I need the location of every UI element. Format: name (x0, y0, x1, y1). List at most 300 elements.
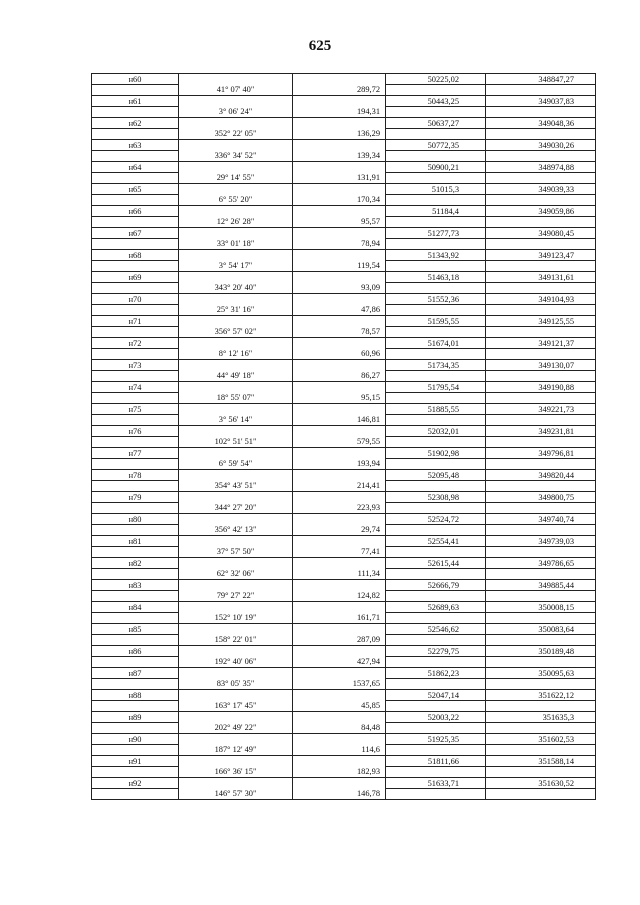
segment-row (92, 723, 596, 734)
segment-length: 45,85 (293, 701, 386, 712)
point-row (92, 426, 596, 437)
y-coordinate: 350095,63 (486, 668, 596, 679)
point-row (92, 580, 596, 591)
y-coordinate: 349130,07 (486, 360, 596, 371)
segment-length: 223,93 (293, 503, 386, 514)
x-coordinate: 51795,54 (386, 382, 486, 393)
direction-angle: 192° 40' 06" (179, 657, 293, 668)
empty-cell (386, 151, 486, 162)
segment-length: 124,82 (293, 591, 386, 602)
empty-cell (179, 162, 293, 173)
point-row (92, 250, 596, 261)
y-coordinate: 349125,55 (486, 316, 596, 327)
point-row (92, 712, 596, 723)
y-coordinate: 350008,15 (486, 602, 596, 613)
empty-cell (179, 118, 293, 129)
empty-cell (92, 591, 179, 602)
direction-angle: 79° 27' 22" (179, 591, 293, 602)
segment-row (92, 437, 596, 448)
segment-row (92, 283, 596, 294)
empty-cell (386, 173, 486, 184)
empty-cell (486, 723, 596, 734)
y-coordinate: 348974,88 (486, 162, 596, 173)
empty-cell (386, 789, 486, 800)
y-coordinate: 349740,74 (486, 514, 596, 525)
empty-cell (293, 492, 386, 503)
empty-cell (386, 591, 486, 602)
x-coordinate: 52666,79 (386, 580, 486, 591)
empty-cell (386, 261, 486, 272)
y-coordinate: 349059,86 (486, 206, 596, 217)
point-row (92, 338, 596, 349)
point-name: н60 (92, 74, 179, 85)
empty-cell (293, 140, 386, 151)
direction-angle: 12° 26' 28" (179, 217, 293, 228)
empty-cell (386, 745, 486, 756)
point-name: н74 (92, 382, 179, 393)
point-name: н66 (92, 206, 179, 217)
direction-angle: 102° 51' 51" (179, 437, 293, 448)
point-name: н69 (92, 272, 179, 283)
empty-cell (92, 261, 179, 272)
direction-angle: 41° 07' 40" (179, 85, 293, 96)
segment-row (92, 349, 596, 360)
empty-cell (179, 536, 293, 547)
segment-row (92, 239, 596, 250)
coordinates-table-body (92, 74, 596, 800)
point-row (92, 206, 596, 217)
empty-cell (179, 514, 293, 525)
point-row (92, 140, 596, 151)
empty-cell (179, 74, 293, 85)
point-name: н71 (92, 316, 179, 327)
x-coordinate: 52003,22 (386, 712, 486, 723)
empty-cell (179, 206, 293, 217)
empty-cell (179, 316, 293, 327)
segment-length: 579,55 (293, 437, 386, 448)
x-coordinate: 50443,25 (386, 96, 486, 107)
point-name: н72 (92, 338, 179, 349)
segment-length: 47,86 (293, 305, 386, 316)
segment-row (92, 85, 596, 96)
point-row (92, 272, 596, 283)
empty-cell (179, 448, 293, 459)
empty-cell (92, 239, 179, 250)
segment-length: 93,09 (293, 283, 386, 294)
empty-cell (386, 217, 486, 228)
empty-cell (386, 679, 486, 690)
empty-cell (486, 679, 596, 690)
empty-cell (293, 118, 386, 129)
empty-cell (386, 415, 486, 426)
segment-length: 86,27 (293, 371, 386, 382)
point-row (92, 448, 596, 459)
point-row (92, 470, 596, 481)
empty-cell (92, 217, 179, 228)
x-coordinate: 52546,62 (386, 624, 486, 635)
direction-angle: 166° 36' 15" (179, 767, 293, 778)
point-row (92, 602, 596, 613)
empty-cell (386, 327, 486, 338)
point-name: н75 (92, 404, 179, 415)
empty-cell (179, 712, 293, 723)
point-row (92, 316, 596, 327)
direction-angle: 44° 49' 18" (179, 371, 293, 382)
direction-angle: 344° 27' 20" (179, 503, 293, 514)
empty-cell (92, 635, 179, 646)
empty-cell (486, 613, 596, 624)
x-coordinate: 51015,3 (386, 184, 486, 195)
empty-cell (386, 701, 486, 712)
empty-cell (486, 569, 596, 580)
empty-cell (92, 371, 179, 382)
segment-length: 78,94 (293, 239, 386, 250)
empty-cell (486, 195, 596, 206)
empty-cell (293, 316, 386, 327)
y-coordinate: 349800,75 (486, 492, 596, 503)
point-name: н67 (92, 228, 179, 239)
segment-row (92, 481, 596, 492)
segment-row (92, 261, 596, 272)
y-coordinate: 349739,03 (486, 536, 596, 547)
empty-cell (293, 690, 386, 701)
segment-row (92, 371, 596, 382)
x-coordinate: 51463,18 (386, 272, 486, 283)
segment-row (92, 635, 596, 646)
empty-cell (92, 437, 179, 448)
direction-angle: 352° 22' 05" (179, 129, 293, 140)
y-coordinate: 351630,52 (486, 778, 596, 789)
y-coordinate: 349796,81 (486, 448, 596, 459)
point-row (92, 162, 596, 173)
segment-row (92, 217, 596, 228)
point-row (92, 734, 596, 745)
empty-cell (486, 85, 596, 96)
empty-cell (92, 85, 179, 96)
empty-cell (293, 558, 386, 569)
empty-cell (92, 415, 179, 426)
segment-row (92, 107, 596, 118)
direction-angle: 6° 55' 20" (179, 195, 293, 206)
empty-cell (293, 272, 386, 283)
empty-cell (92, 547, 179, 558)
x-coordinate: 51925,35 (386, 734, 486, 745)
x-coordinate: 50772,35 (386, 140, 486, 151)
segment-length: 84,48 (293, 723, 386, 734)
x-coordinate: 51811,66 (386, 756, 486, 767)
empty-cell (386, 767, 486, 778)
empty-cell (386, 371, 486, 382)
segment-row (92, 173, 596, 184)
empty-cell (92, 481, 179, 492)
empty-cell (486, 789, 596, 800)
empty-cell (386, 547, 486, 558)
segment-length: 111,34 (293, 569, 386, 580)
point-name: н73 (92, 360, 179, 371)
direction-angle: 158° 22' 01" (179, 635, 293, 646)
empty-cell (486, 767, 596, 778)
direction-angle: 3° 54' 17" (179, 261, 293, 272)
point-name: н91 (92, 756, 179, 767)
empty-cell (92, 679, 179, 690)
empty-cell (92, 305, 179, 316)
empty-cell (486, 525, 596, 536)
empty-cell (179, 140, 293, 151)
point-name: н65 (92, 184, 179, 195)
empty-cell (486, 591, 596, 602)
segment-length: 161,71 (293, 613, 386, 624)
empty-cell (293, 228, 386, 239)
empty-cell (486, 107, 596, 118)
empty-cell (486, 503, 596, 514)
point-name: н87 (92, 668, 179, 679)
empty-cell (486, 349, 596, 360)
empty-cell (179, 228, 293, 239)
empty-cell (179, 580, 293, 591)
point-name: н68 (92, 250, 179, 261)
empty-cell (293, 624, 386, 635)
direction-angle: 354° 43' 51" (179, 481, 293, 492)
empty-cell (486, 657, 596, 668)
point-row (92, 690, 596, 701)
y-coordinate: 349885,44 (486, 580, 596, 591)
direction-angle: 343° 20' 40" (179, 283, 293, 294)
empty-cell (486, 481, 596, 492)
segment-row (92, 613, 596, 624)
point-name: н81 (92, 536, 179, 547)
empty-cell (486, 701, 596, 712)
empty-cell (386, 481, 486, 492)
point-row (92, 492, 596, 503)
empty-cell (386, 305, 486, 316)
y-coordinate: 349123,47 (486, 250, 596, 261)
empty-cell (92, 349, 179, 360)
segment-length: 182,93 (293, 767, 386, 778)
segment-length: 193,94 (293, 459, 386, 470)
segment-row (92, 657, 596, 668)
x-coordinate: 52615,44 (386, 558, 486, 569)
empty-cell (293, 580, 386, 591)
empty-cell (92, 283, 179, 294)
empty-cell (179, 294, 293, 305)
point-name: н84 (92, 602, 179, 613)
segment-length: 60,96 (293, 349, 386, 360)
empty-cell (179, 646, 293, 657)
point-name: н89 (92, 712, 179, 723)
empty-cell (486, 459, 596, 470)
y-coordinate: 349131,61 (486, 272, 596, 283)
segment-row (92, 767, 596, 778)
x-coordinate: 51902,98 (386, 448, 486, 459)
empty-cell (179, 360, 293, 371)
x-coordinate: 51343,92 (386, 250, 486, 261)
empty-cell (386, 283, 486, 294)
y-coordinate: 349037,83 (486, 96, 596, 107)
direction-angle: 152° 10' 19" (179, 613, 293, 624)
point-row (92, 624, 596, 635)
x-coordinate: 52689,63 (386, 602, 486, 613)
x-coordinate: 51862,23 (386, 668, 486, 679)
empty-cell (92, 327, 179, 338)
point-name: н77 (92, 448, 179, 459)
empty-cell (293, 756, 386, 767)
segment-length: 95,15 (293, 393, 386, 404)
segment-length: 119,54 (293, 261, 386, 272)
segment-row (92, 129, 596, 140)
empty-cell (486, 239, 596, 250)
direction-angle: 8° 12' 16" (179, 349, 293, 360)
x-coordinate: 51885,55 (386, 404, 486, 415)
empty-cell (293, 646, 386, 657)
point-row (92, 536, 596, 547)
direction-angle: 356° 57' 02" (179, 327, 293, 338)
x-coordinate: 52554,41 (386, 536, 486, 547)
direction-angle: 33° 01' 18" (179, 239, 293, 250)
empty-cell (293, 470, 386, 481)
empty-cell (486, 371, 596, 382)
segment-length: 146,78 (293, 789, 386, 800)
point-row (92, 360, 596, 371)
segment-row (92, 327, 596, 338)
x-coordinate: 52279,75 (386, 646, 486, 657)
point-name: н80 (92, 514, 179, 525)
point-row (92, 184, 596, 195)
empty-cell (386, 525, 486, 536)
empty-cell (92, 745, 179, 756)
point-name: н64 (92, 162, 179, 173)
segment-row (92, 745, 596, 756)
segment-length: 287,09 (293, 635, 386, 646)
direction-angle: 3° 06' 24" (179, 107, 293, 118)
segment-row (92, 679, 596, 690)
empty-cell (92, 767, 179, 778)
empty-cell (486, 437, 596, 448)
y-coordinate: 350083,64 (486, 624, 596, 635)
empty-cell (92, 569, 179, 580)
empty-cell (293, 338, 386, 349)
segment-length: 29,74 (293, 525, 386, 536)
empty-cell (179, 250, 293, 261)
empty-cell (486, 635, 596, 646)
point-row (92, 96, 596, 107)
empty-cell (386, 569, 486, 580)
empty-cell (179, 734, 293, 745)
point-name: н90 (92, 734, 179, 745)
empty-cell (92, 393, 179, 404)
page-number: 625 (308, 38, 332, 54)
y-coordinate: 351622,12 (486, 690, 596, 701)
x-coordinate: 51184,4 (386, 206, 486, 217)
empty-cell (179, 602, 293, 613)
y-coordinate: 350189,48 (486, 646, 596, 657)
empty-cell (386, 195, 486, 206)
empty-cell (293, 514, 386, 525)
empty-cell (179, 382, 293, 393)
x-coordinate: 52032,01 (386, 426, 486, 437)
segment-length: 146,81 (293, 415, 386, 426)
direction-angle: 62° 32' 06" (179, 569, 293, 580)
segment-row (92, 525, 596, 536)
y-coordinate: 349190,88 (486, 382, 596, 393)
empty-cell (293, 426, 386, 437)
empty-cell (179, 272, 293, 283)
point-name: н88 (92, 690, 179, 701)
y-coordinate: 349221,73 (486, 404, 596, 415)
empty-cell (92, 503, 179, 514)
segment-length: 95,57 (293, 217, 386, 228)
empty-cell (293, 668, 386, 679)
empty-cell (293, 250, 386, 261)
segment-length: 427,94 (293, 657, 386, 668)
x-coordinate: 50225,02 (386, 74, 486, 85)
point-name: н76 (92, 426, 179, 437)
empty-cell (386, 85, 486, 96)
empty-cell (92, 151, 179, 162)
direction-angle: 146° 57' 30" (179, 789, 293, 800)
empty-cell (486, 393, 596, 404)
empty-cell (293, 778, 386, 789)
point-row (92, 382, 596, 393)
y-coordinate: 349080,45 (486, 228, 596, 239)
point-row (92, 228, 596, 239)
point-name: н61 (92, 96, 179, 107)
empty-cell (179, 470, 293, 481)
coordinates-table (91, 73, 596, 800)
empty-cell (386, 459, 486, 470)
empty-cell (92, 525, 179, 536)
x-coordinate: 50637,27 (386, 118, 486, 129)
point-row (92, 558, 596, 569)
empty-cell (386, 723, 486, 734)
empty-cell (486, 217, 596, 228)
segment-row (92, 569, 596, 580)
x-coordinate: 52524,72 (386, 514, 486, 525)
empty-cell (92, 459, 179, 470)
segment-row (92, 591, 596, 602)
y-coordinate: 349121,37 (486, 338, 596, 349)
empty-cell (293, 184, 386, 195)
empty-cell (179, 184, 293, 195)
point-name: н63 (92, 140, 179, 151)
empty-cell (92, 657, 179, 668)
y-coordinate: 349039,33 (486, 184, 596, 195)
empty-cell (386, 129, 486, 140)
empty-cell (386, 393, 486, 404)
point-name: н78 (92, 470, 179, 481)
direction-angle: 25° 31' 16" (179, 305, 293, 316)
empty-cell (293, 96, 386, 107)
segment-row (92, 701, 596, 712)
empty-cell (386, 349, 486, 360)
empty-cell (293, 404, 386, 415)
point-row (92, 74, 596, 85)
empty-cell (92, 129, 179, 140)
segment-length: 194,31 (293, 107, 386, 118)
direction-angle: 18° 55' 07" (179, 393, 293, 404)
segment-length: 77,41 (293, 547, 386, 558)
x-coordinate: 51734,35 (386, 360, 486, 371)
point-row (92, 294, 596, 305)
x-coordinate: 50900,21 (386, 162, 486, 173)
segment-row (92, 789, 596, 800)
x-coordinate: 51277,73 (386, 228, 486, 239)
y-coordinate: 349820,44 (486, 470, 596, 481)
empty-cell (179, 690, 293, 701)
segment-row (92, 459, 596, 470)
empty-cell (486, 283, 596, 294)
direction-angle: 202° 49' 22" (179, 723, 293, 734)
point-row (92, 668, 596, 679)
